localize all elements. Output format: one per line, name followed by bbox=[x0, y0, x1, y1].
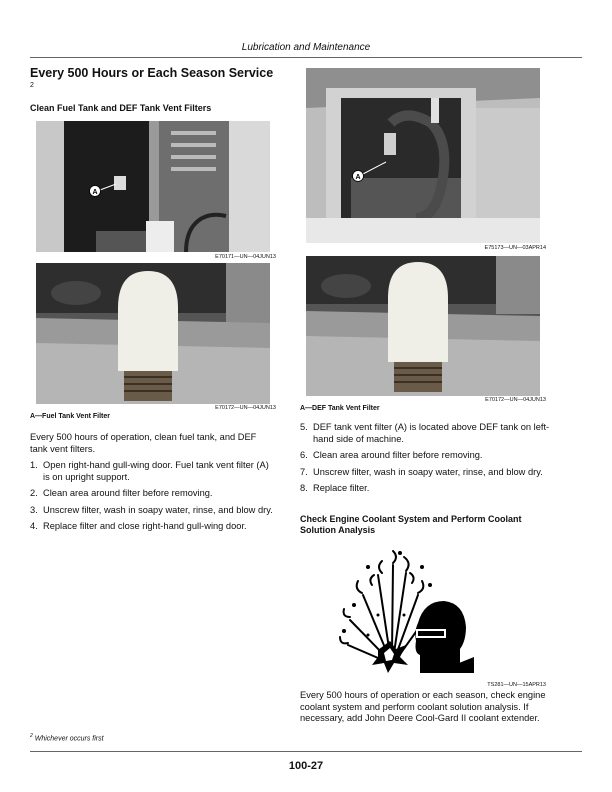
list-item: 2. Clean area around filter before removing. bbox=[30, 488, 213, 498]
coolant-paragraph: Every 500 hours of operation or each season, check engine coolant system and perform coolant solution analysis. If necessary, add John Deere Cool-Gard II coolant extender. bbox=[300, 690, 546, 723]
list-item: 7. Unscrew filter, wash in soapy water, rinse, and blow dry. bbox=[300, 466, 543, 477]
running-header: Lubrication and Maintenance bbox=[241, 42, 371, 53]
list-item: 3. Unscrew filter, wash in soapy water, rinse, and blow dry. bbox=[30, 504, 273, 515]
list-item: 1. Open right-hand gull-wing door. Fuel tank vent filter (A) is on upright support. bbox=[30, 460, 269, 482]
right-step-list bbox=[300, 422, 552, 500]
section-title: Every 500 Hours or Each Season Service bbox=[30, 66, 274, 80]
image-caption: E75173—UN—03APR14 bbox=[484, 245, 546, 251]
list-item: 6. Clean area around filter before removing. bbox=[300, 450, 483, 460]
header-rule bbox=[30, 57, 582, 58]
coolant-subsection-title: Check Engine Coolant System and Perform Coolant Solution Analysis bbox=[300, 514, 522, 535]
fuel-tank-vent-filter-photo bbox=[36, 263, 270, 404]
left-step-list bbox=[30, 460, 276, 538]
image-caption: E70172—UN—04JUN13 bbox=[215, 405, 276, 411]
footer-rule bbox=[30, 751, 582, 752]
footnote-text: Whichever occurs first bbox=[34, 735, 104, 743]
image-caption: E70172—UN—04JUN13 bbox=[485, 397, 546, 403]
figure-legend: A—Fuel Tank Vent Filter bbox=[30, 413, 110, 420]
image-caption: E70171—UN—04JUN13 bbox=[215, 254, 276, 260]
list-item: 8. Replace filter. bbox=[300, 483, 370, 493]
subsection-title: Clean Fuel Tank and DEF Tank Vent Filters bbox=[30, 103, 212, 113]
footnote-reference: 2 bbox=[30, 82, 34, 89]
pressurized-fluid-hazard-illustration bbox=[338, 545, 474, 680]
def-tank-vent-filter-location-photo bbox=[306, 68, 540, 243]
page-number: 100-27 bbox=[288, 760, 324, 772]
callout-a: A bbox=[355, 174, 361, 181]
fuel-tank-vent-filter-location-photo bbox=[36, 121, 270, 252]
list-item: 5. DEF tank vent filter (A) is located above DEF tank on left-hand side of machine. bbox=[300, 422, 550, 444]
callout-a: A bbox=[92, 189, 98, 196]
footnote bbox=[30, 733, 104, 742]
def-tank-vent-filter-photo bbox=[306, 256, 540, 396]
image-caption: TS281—UN—15APR13 bbox=[487, 682, 546, 688]
footnote-mark: 2 bbox=[30, 733, 33, 739]
figure-legend: A—DEF Tank Vent Filter bbox=[300, 405, 380, 412]
list-item: 4. Replace filter and close right-hand gull-wing door. bbox=[30, 521, 247, 531]
intro-paragraph: Every 500 hours of operation, clean fuel tank, and DEF tank vent filters. bbox=[30, 432, 257, 454]
